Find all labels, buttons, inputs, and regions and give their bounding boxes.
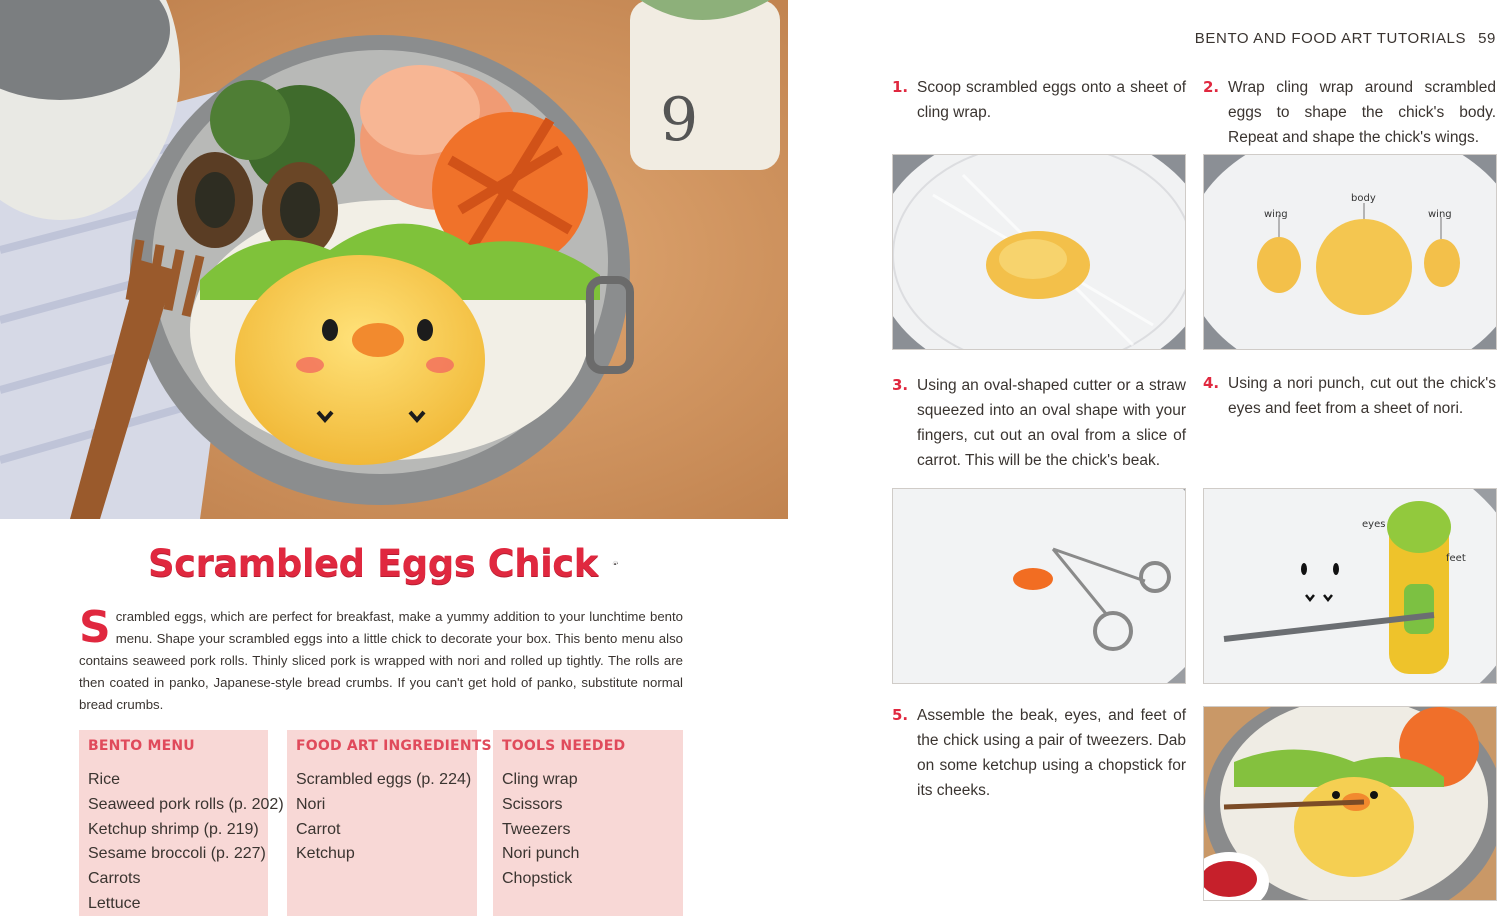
list-item: Nori punch: [502, 845, 580, 863]
step-2: [1203, 75, 1496, 150]
step-text: Assemble the beak, eyes, and feet of the chick using a pair of tweezers. Dab on some ketchup using a chopstick for its cheeks.: [917, 707, 1186, 799]
list-item: Seaweed pork rolls (p. 202): [88, 795, 284, 813]
step-1: [892, 75, 1186, 125]
list-item: Carrots: [88, 870, 141, 888]
list-item: Chopstick: [502, 870, 573, 888]
list-item: Scrambled eggs (p. 224): [296, 771, 472, 788]
food-art-heading: FOOD ART INGREDIENTS: [296, 738, 492, 754]
list-item: Cling wrap: [502, 771, 578, 788]
step-text: Using a nori punch, cut out the chick's eyes and feet from a sheet of nori.: [1228, 375, 1496, 417]
list-item: Scissors: [502, 795, 563, 813]
svg-text:9: 9: [660, 85, 699, 155]
body-label: body: [1351, 193, 1376, 204]
food-art-ingredients-box: [287, 730, 492, 916]
step-5: [892, 703, 1186, 803]
wing-label: wing: [1264, 209, 1288, 220]
list-item: Ketchup shrimp (p. 219): [88, 820, 259, 838]
step-number: 5.: [892, 706, 909, 724]
bento-menu-list: [88, 768, 284, 917]
tools-list: [502, 768, 674, 892]
intro-text: crambled eggs, which are perfect for breakfast, make a yummy addition to your lunchtime bento menu. Shape your scrambled eggs into a little chick to decorate your box. This bento menu also contains seaweed pork rolls. Thinly sliced pork is wrapped with nori and rolled up tightly. The rolls are then coated in panko, Japanese-style bread crumbs. If you can't get hold of panko, substitute normal bread crumbs.: [79, 609, 683, 712]
step-4-photo: [1203, 488, 1497, 684]
list-item: Carrot: [296, 820, 341, 838]
list-item: Ketchup: [296, 845, 355, 863]
recipe-intro: [79, 602, 683, 716]
step-1-photo: [892, 154, 1186, 350]
step-5-photo: [1203, 706, 1497, 901]
drop-cap: S: [79, 602, 111, 653]
bento-menu-box: [79, 730, 284, 916]
step-4: [1203, 371, 1496, 421]
recipe-title: Scrambled Eggs Chick: [148, 541, 598, 585]
bento-menu-heading: BENTO MENU: [88, 738, 195, 754]
page-number: 59: [1478, 30, 1496, 47]
step-text: Scoop scrambled eggs onto a sheet of cling wrap.: [917, 79, 1186, 121]
step-text: Wrap cling wrap around scrambled eggs to shape the chick's body. Repeat and shape the chick's wings.: [1228, 79, 1496, 146]
recipe-title-row: [148, 537, 618, 589]
tools-heading: TOOLS NEEDED: [502, 738, 626, 754]
eyes-label: eyes: [1362, 519, 1386, 530]
list-item: Rice: [88, 771, 121, 788]
step-3-photo: [892, 488, 1186, 684]
hero-photo: [0, 0, 788, 519]
onigiri-icon: [612, 541, 618, 585]
tools-needed-box: [493, 730, 683, 916]
list-item: Sesame broccoli (p. 227): [88, 845, 266, 863]
section-title: BENTO AND FOOD ART TUTORIALS: [1194, 30, 1467, 47]
list-item: Nori: [296, 795, 326, 813]
wing-label: wing: [1428, 209, 1452, 220]
feet-label: feet: [1446, 553, 1466, 564]
step-number: 2.: [1203, 78, 1220, 96]
step-3: [892, 373, 1186, 473]
step-2-photo: [1203, 154, 1497, 350]
list-item: Tweezers: [502, 820, 571, 838]
step-text: Using an oval-shaped cutter or a straw squeezed into an oval shape with your fingers, cut out an oval from a slice of carrot. This will be the chick's beak.: [917, 377, 1186, 469]
list-item: Lettuce: [88, 894, 141, 912]
step-number: 4.: [1203, 374, 1220, 392]
step-number: 3.: [892, 376, 909, 394]
running-header: [1195, 30, 1496, 47]
food-art-list: [296, 768, 472, 867]
step-number: 1.: [892, 78, 909, 96]
